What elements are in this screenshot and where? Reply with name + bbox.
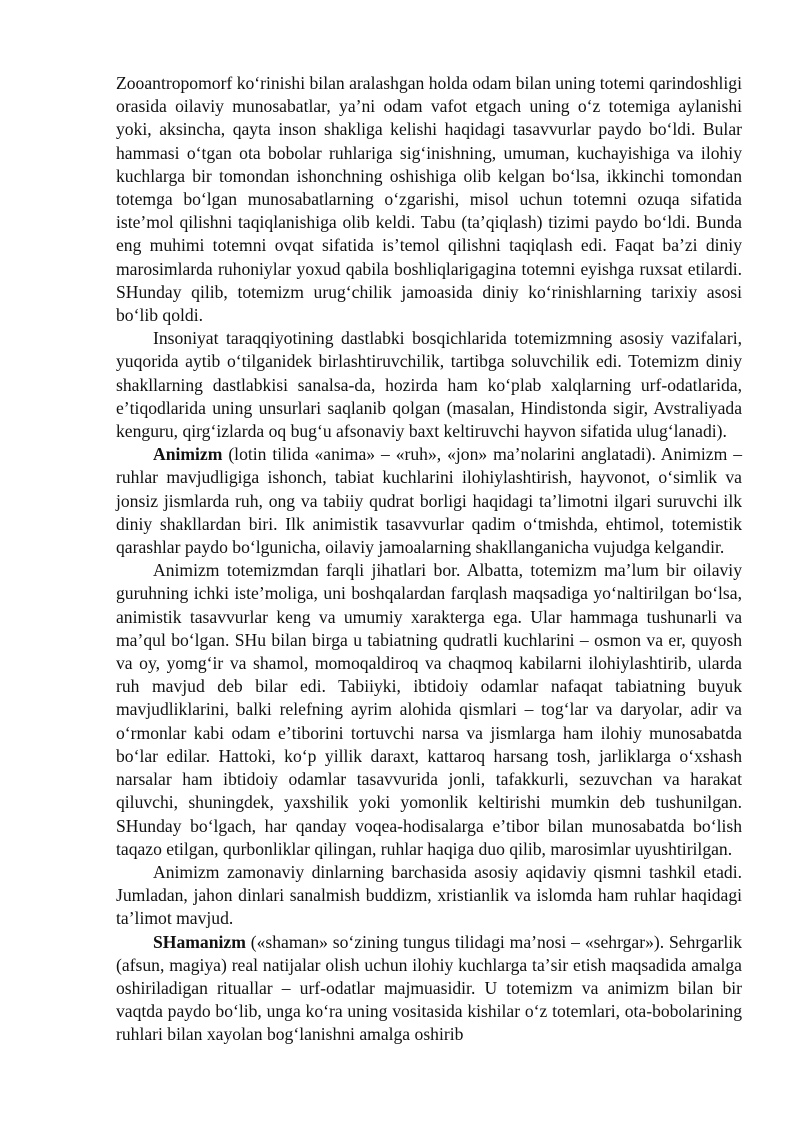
paragraph-totemism-functions	[116, 327, 742, 443]
term-animism: Animizm	[153, 444, 223, 465]
document-page	[116, 72, 742, 1047]
paragraph-animism-modern-religions	[116, 861, 742, 931]
paragraph-text: Animizm zamonaviy dinlarning barchasida asosiy aqidaviy qismni tashkil etadi. Jumladan, jahon dinlari sanalmish buddizm, xristianlik va islomda ham ruhlar haqidagi taʼlimot mavjud.	[116, 861, 742, 929]
term-shamanism: SHamanizm	[153, 931, 246, 952]
paragraph-totem-relations	[116, 72, 742, 327]
paragraph-animism-definition	[116, 443, 742, 559]
paragraph-text: (lotin tilida «anima» – «ruh», «jon» maʼnolarini anglatadi). Animizm – ruhlar mavjudligiga ishonch, tabiat kuchlarini ilohiylashtirish, hayvonot, oʻsimlik va jonsiz jismlarda ruh, ong va tabiiy qudrat borligi haqidagi taʼlimotni ilgari suruvchi ilk diniy shakllardan biri. Ilk animistik tasavvurlar qadim oʻtmishda, ehtimol, totemistik qarashlar paydo boʻlgunicha, oilaviy jamoalarning shakllanganicha vujudga kelgandir.	[116, 444, 742, 558]
paragraph-text: Animizm totemizmdan farqli jihatlari bor. Albatta, totemizm maʼlum bir oilaviy guruhning ichki isteʼmoliga, uni boshqalardan farqlash maqsadiga yoʻnaltirilgan boʻlsa, animistik tasavvurlar keng va umumiy xarakterga ega. Ular hammaga tushunarli va maʼqul boʻlgan. SHu bilan birga u tabiatning qudratli kuchlarini – osmon va er, quyosh va oy, yomgʻir va shamol, momoqaldiroq va chaqmoq kabilarni ilohiylashtirib, ularda ruh mavjud deb bilar edi. Tabiiyki, ibtidoiy odamlar nafaqat tabiatning buyuk mavjudliklarini, balki relefning ayrim alohida qismlari – togʻlar va daryolar, adir va oʻrmonlar kabi odam eʼtiborini tortuvchi narsa va jismlarga ham ilohiy munosabatda boʻlar edilar. Hattoki, koʻp yillik daraxt, kattaroq harsang tosh, jarliklarga oʻxshash narsalar ham ibtidoiy odamlar tasavvurida jonli, tafakkurli, sezuvchan va harakat qiluvchi, shuningdek, yaxshilik yoki yomonlik keltirishi mumkin deb tushunilgan. SHunday boʻlgach, har qanday voqea-hodisalarga eʼtibor bilan munosabatda boʻlish taqazo etilgan, qurbonliklar qilingan, ruhlar haqiga duo qilib, marosimlar uyushtirilgan.	[116, 560, 742, 859]
paragraph-shamanism-definition	[116, 931, 742, 1047]
paragraph-animism-differences	[116, 559, 742, 861]
paragraph-text: («shaman» soʻzining tungus tilidagi maʼnosi – «sehrgar»). Sehrgarlik (afsun, magiya) real natijalar olish uchun ilohiy kuchlarga taʼsir etish maqsadida amalga oshiriladigan rituallar – urf-odatlar majmuasidir. U totemizm va animizm bilan bir vaqtda paydo boʻlib, unga koʻra uning vositasida kishilar oʻz totemlari, ota-bobolarining ruhlari bilan xayolan bogʻlanishni amalga oshirib	[116, 931, 742, 1045]
paragraph-text: Zooantropomorf koʻrinishi bilan aralashgan holda odam bilan uning totemi qarindoshligi orasida oilaviy munosabatlar, yaʼni odam vafot etgach uning oʻz totemiga aylanishi yoki, aksincha, qayta inson shakliga kelishi haqidagi tasavvurlar paydo boʻldi. Bular hammasi oʻtgan ota bobolar ruhlariga sigʻinishning, umuman, kuchayishiga va ilohiy kuchlarga bir tomondan ishonchning oshishiga olib kelgan boʻlsa, ikkinchi tomondan totemga boʻlgan munosabatlarning oʻzgarishi, misol uchun totemni ozuqa sifatida isteʼmol qilishni taqiqlanishiga olib keldi. Tabu (taʼqiqlash) tizimi paydo boʻldi. Bunda eng muhimi totemni ovqat sifatida isʼtemol qilishni taqiqlash edi. Faqat baʼzi diniy marosimlarda ruhoniylar yoxud qabila boshliqlarigagina totemni eyishga ruxsat etilardi. SHunday qilib, totemizm urugʻchilik jamoasida diniy koʻrinishlarning tarixiy asosi boʻlib qoldi.	[116, 73, 742, 326]
paragraph-text: Insoniyat taraqqiyotining dastlabki bosqichlarida totemizmning asosiy vazifalari, yuqorida aytib oʻtilganidek birlashtiruvchilik, tartibga soluvchilik edi. Totemizm diniy shakllarning dastlabkisi sanalsa-da, hozirda ham koʻplab xalqlarning urf-odatlarida, eʼtiqodlarida uning unsurlari saqlanib qolgan (masalan, Hindistonda sigir, Avstraliyada kenguru, qirgʻizlarda oq bugʻu afsonaviy baxt keltiruvchi hayvon sifatida ulugʻlanadi).	[116, 328, 742, 442]
